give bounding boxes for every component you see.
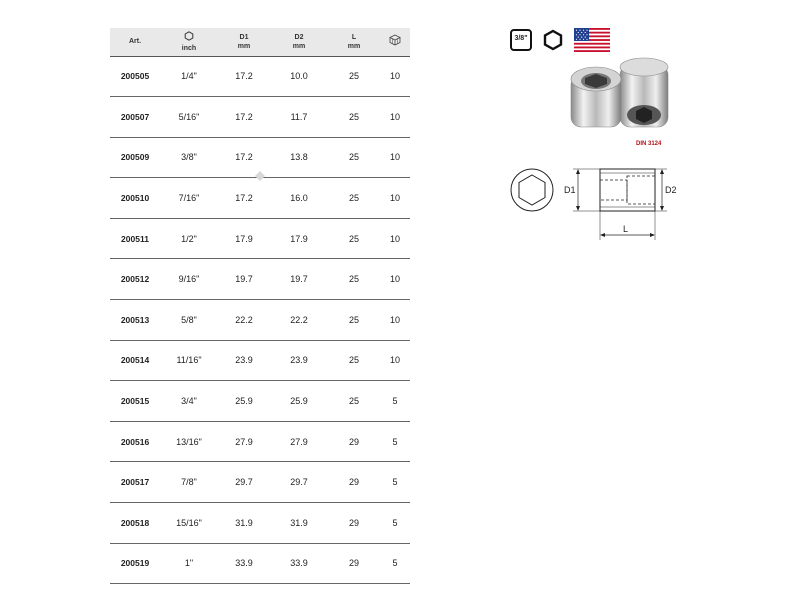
- d1-cell: 29.7: [235, 477, 253, 488]
- drive-size-label: 3/8": [514, 35, 528, 42]
- pack-qty-cell: 5: [392, 396, 398, 407]
- d2-cell: 23.9: [290, 355, 308, 366]
- table-row: [110, 462, 410, 503]
- pack-qty-cell: 5: [392, 436, 398, 447]
- table-row: [110, 421, 410, 462]
- inch-cell: 1/2": [181, 233, 197, 244]
- l-cell: 25: [348, 274, 359, 285]
- d2-cell: 13.8: [290, 152, 308, 163]
- pack-qty-cell: 10: [389, 314, 400, 325]
- table-row: [110, 178, 410, 219]
- pack-qty-cell: 10: [389, 274, 400, 285]
- hexagon-icon: [542, 29, 564, 51]
- header-pack-qty: [380, 28, 410, 56]
- art-cell: 200518: [120, 517, 150, 528]
- socket-dimension-diagram: [505, 160, 685, 250]
- inch-cell: 13/16": [176, 436, 202, 447]
- l-cell: 25: [348, 193, 359, 204]
- inch-cell: 9/16": [178, 274, 200, 285]
- d1-cell: 31.9: [235, 517, 253, 528]
- pack-qty-cell: 10: [389, 71, 400, 82]
- inch-cell: 1/4": [181, 71, 197, 82]
- pack-qty-cell: 10: [389, 152, 400, 163]
- l-cell: 25: [348, 71, 359, 82]
- d2-cell: 27.9: [290, 436, 308, 447]
- inch-cell: 5/8": [181, 314, 197, 325]
- package-box-icon: [389, 34, 401, 46]
- l-cell: 25: [348, 396, 359, 407]
- header-l: L mm: [347, 33, 361, 50]
- l-cell: 25: [348, 152, 359, 163]
- inch-cell: 5/16": [178, 111, 200, 122]
- l-cell: 29: [348, 436, 359, 447]
- inch-cell: 7/8": [181, 477, 197, 488]
- d1-cell: 25.9: [235, 396, 253, 407]
- art-cell: 200516: [120, 436, 150, 447]
- d1-cell: 17.2: [235, 152, 253, 163]
- pack-qty-cell: 10: [389, 111, 400, 122]
- table-row: [110, 381, 410, 422]
- pack-qty-cell: 10: [389, 233, 400, 244]
- table-row: [110, 259, 410, 300]
- art-cell: 200505: [120, 71, 150, 82]
- table-row: [110, 340, 410, 381]
- header-d1: D1 mm: [237, 33, 251, 50]
- d2-cell: 16.0: [290, 193, 308, 204]
- l-label: L: [623, 224, 629, 234]
- table-row: [110, 543, 410, 584]
- pack-qty-cell: 5: [392, 558, 398, 569]
- d2-cell: 22.2: [290, 314, 308, 325]
- pack-qty-cell: 5: [392, 517, 398, 528]
- badge-row: [510, 28, 610, 52]
- inch-cell: 1": [184, 558, 194, 569]
- d2-label: D2: [665, 185, 677, 195]
- d1-cell: 33.9: [235, 558, 253, 569]
- table-row: [110, 97, 410, 138]
- d2-cell: 29.7: [290, 477, 308, 488]
- header-art: Art.: [128, 38, 142, 46]
- d2-cell: 31.9: [290, 517, 308, 528]
- d2-cell: 17.9: [290, 233, 308, 244]
- inch-cell: 3/8": [181, 152, 197, 163]
- d2-cell: 10.0: [290, 71, 308, 82]
- d2-cell: 25.9: [290, 396, 308, 407]
- d1-cell: 17.2: [235, 193, 253, 204]
- inch-cell: 15/16": [176, 517, 202, 528]
- art-cell: 200510: [120, 193, 150, 204]
- art-cell: 200519: [120, 558, 150, 569]
- d1-cell: 17.2: [235, 71, 253, 82]
- d1-cell: 17.2: [235, 111, 253, 122]
- table-row: [110, 300, 410, 341]
- inch-cell: 11/16": [176, 355, 202, 366]
- header-d2: D2 mm: [292, 33, 306, 50]
- table-header-row: [110, 28, 410, 56]
- d2-cell: 11.7: [290, 111, 308, 122]
- diamond-mark-icon: [255, 171, 265, 181]
- l-cell: 29: [348, 517, 359, 528]
- art-cell: 200511: [121, 233, 149, 244]
- pack-qty-cell: 10: [389, 355, 400, 366]
- header-inch: inch: [160, 28, 218, 56]
- art-cell: 200509: [120, 152, 150, 163]
- d1-cell: 19.7: [235, 274, 253, 285]
- drive-square-icon: [510, 29, 532, 51]
- din-standard-label: DIN 3124: [636, 141, 662, 147]
- table-body: [110, 56, 410, 584]
- table-row: [110, 56, 410, 97]
- d1-label: D1: [564, 185, 576, 195]
- hexagon-icon: [184, 31, 194, 41]
- pack-qty-cell: 5: [392, 477, 398, 488]
- sizes-table-container: [110, 28, 410, 584]
- inch-cell: 3/4": [181, 396, 197, 407]
- d1-cell: 22.2: [235, 314, 253, 325]
- l-cell: 25: [348, 355, 359, 366]
- socket-product-image: [565, 55, 675, 140]
- art-cell: 200515: [120, 396, 150, 407]
- l-cell: 29: [348, 477, 359, 488]
- art-cell: 200514: [120, 355, 150, 366]
- l-cell: 29: [348, 558, 359, 569]
- d1-cell: 27.9: [235, 436, 253, 447]
- table-row: [110, 503, 410, 544]
- art-cell: 200517: [120, 477, 150, 488]
- d1-cell: 17.9: [235, 233, 253, 244]
- art-cell: 200513: [120, 314, 150, 325]
- table-row: [110, 218, 410, 259]
- inch-cell: 7/16": [178, 193, 200, 204]
- l-cell: 25: [348, 233, 359, 244]
- l-cell: 25: [348, 111, 359, 122]
- sizes-table: [110, 28, 410, 584]
- pack-qty-cell: 10: [389, 193, 400, 204]
- l-cell: 25: [348, 314, 359, 325]
- d1-cell: 23.9: [235, 355, 253, 366]
- art-cell: 200512: [120, 274, 150, 285]
- art-cell: 200507: [120, 111, 150, 122]
- d2-cell: 33.9: [290, 558, 308, 569]
- usa-flag-icon: [574, 28, 610, 52]
- d2-cell: 19.7: [290, 274, 308, 285]
